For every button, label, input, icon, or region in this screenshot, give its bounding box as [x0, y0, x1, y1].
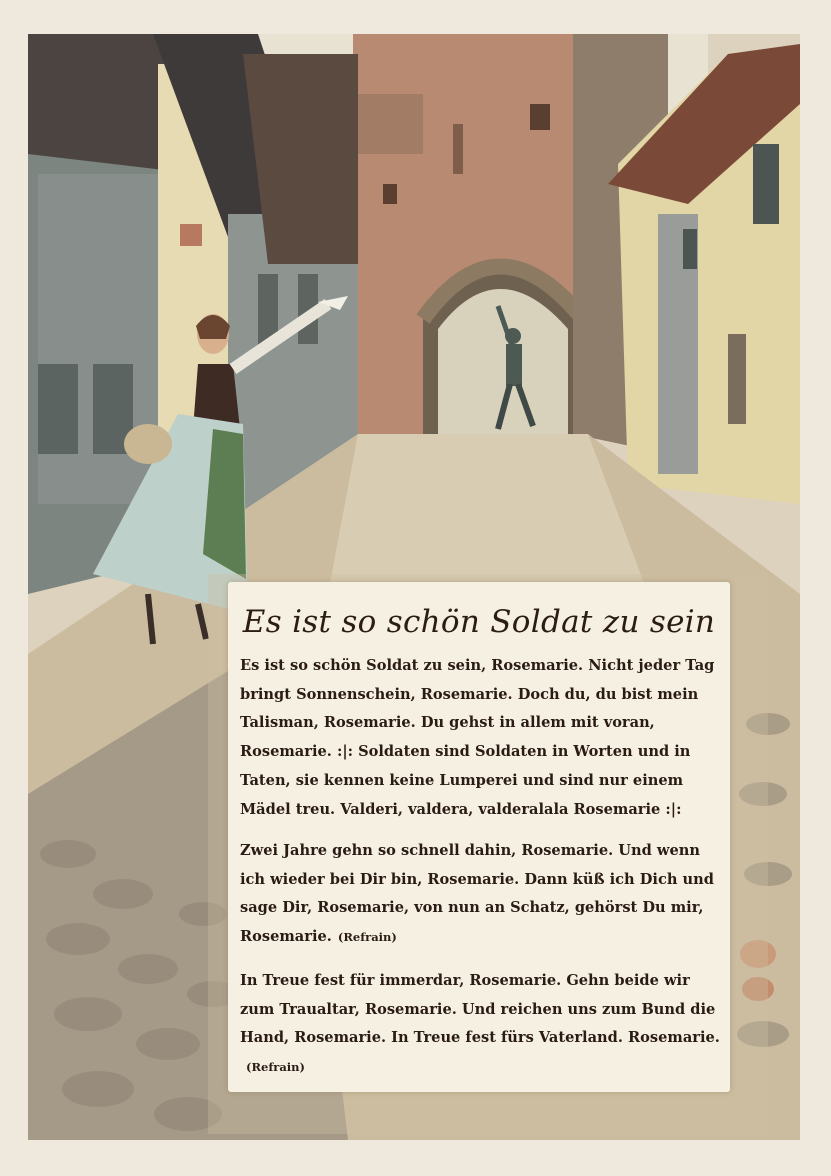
stanza-3-refrain-marker: (Refrain)	[246, 1060, 305, 1075]
lyrics-panel	[228, 582, 730, 1092]
stanza-1-text: Es ist so schön Soldat zu sein, Rosemarie. Nicht jeder Tag bringt Sonnenschein, Rosemarie. Doch du, du bist mein Talisman, Rosemarie. Du gehst in allem mit voran, Rosemarie. :|: Soldaten sind Soldaten in Worten und in Taten, sie kennen keine Lumperei und sind nur einem Mädel treu. Valderi, valdera, valderalala Rosemarie :|:	[240, 657, 715, 818]
stanza-2-refrain-marker: (Refrain)	[337, 930, 397, 945]
song-title: Es ist so schön Soldat zu sein	[242, 604, 716, 640]
stanza-1	[240, 652, 724, 824]
stanza-2-text: Zwei Jahre gehn so schnell dahin, Rosemarie. Und wenn ich wieder bei Dir bin, Rosemarie. Dann küß ich Dich und sage Dir, Rosemarie, von nun an Schatz, gehörst Du mir, Rosemarie.	[240, 842, 714, 946]
stanza-3	[240, 967, 724, 1082]
stanza-3-text: In Treue fest für immerdar, Rosemarie. Gehn beide wir zum Traualtar, Rosemarie. Und reichen uns zum Bund die Hand, Rosemarie. In Treue fest fürs Vaterland. Rosemarie.	[240, 972, 720, 1047]
stanza-2	[240, 837, 724, 952]
